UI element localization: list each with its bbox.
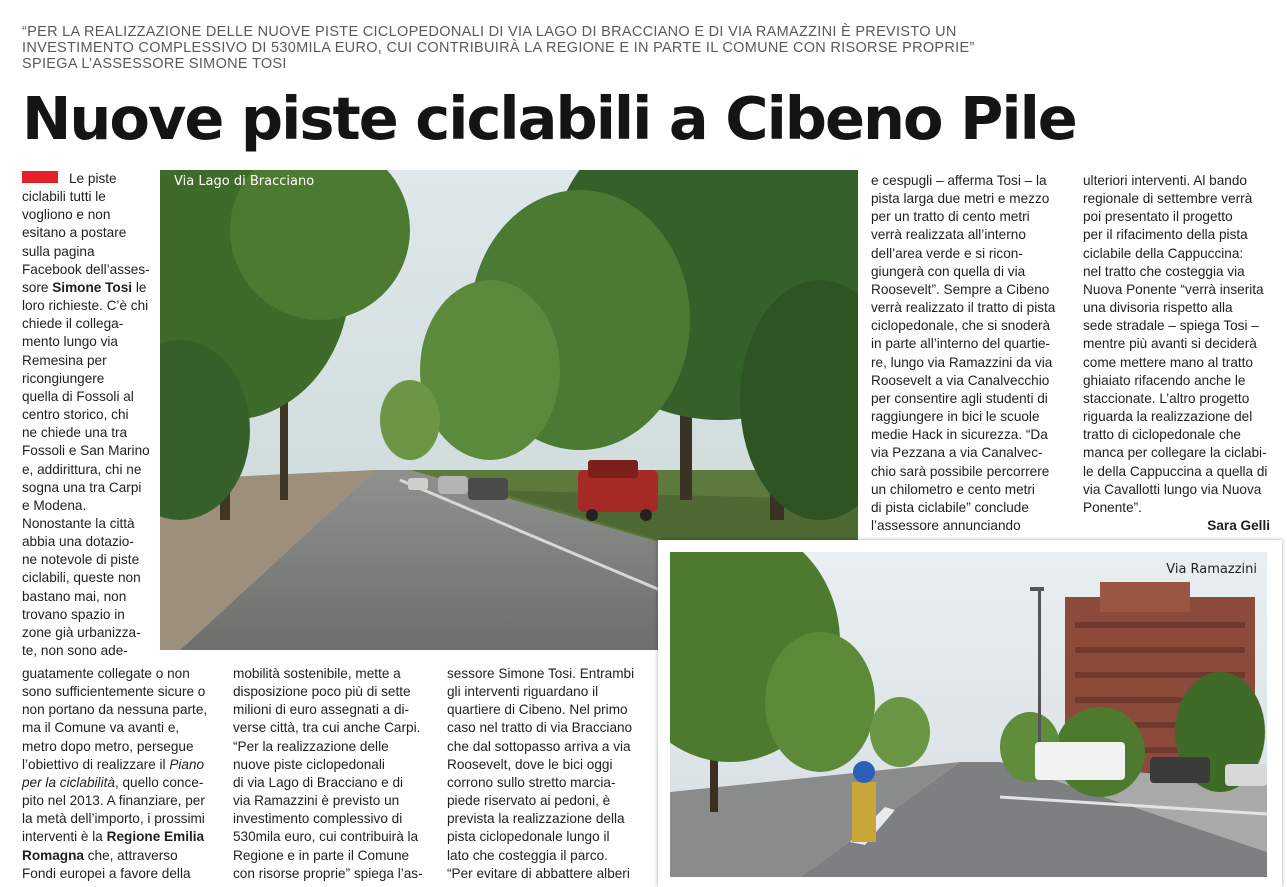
text-line: Ponente”.: [1083, 499, 1142, 515]
text-line: Regione e in parte il Comune: [233, 847, 410, 863]
article-column-1: [22, 170, 154, 660]
text-line: loro richieste. C’è chi: [22, 298, 149, 314]
text-line: corrono sullo stretto marcia-: [447, 774, 616, 790]
text-line: ciclopedonale, che si snoderà: [871, 318, 1051, 334]
photo-via-ramazzini: [670, 552, 1267, 877]
text-line: regionale di settembre verrà: [1083, 191, 1253, 207]
text-line: vogliono e non: [22, 207, 111, 223]
text-line: Roosevelt, dove le bici oggi: [447, 756, 613, 772]
text-line: una divisoria rispetto alla: [1083, 300, 1233, 316]
text-line: medie Hack in sicurezza. “Da: [871, 427, 1048, 443]
text-line: lato che costeggia il parco.: [447, 847, 608, 863]
text-line: pista larga due metri e mezzo: [871, 191, 1050, 207]
text-line: centro storico, chi: [22, 407, 129, 423]
article-column-2: [233, 665, 438, 883]
text-line: Roosevelt”. Sempre a Cibeno: [871, 281, 1050, 297]
text-line: sogna una tra Carpi: [22, 479, 142, 495]
text-line: ciclabili tutti le: [22, 189, 106, 205]
text-line: raggiungere in bici le scuole: [871, 409, 1040, 425]
text-line: l’assessore annunciando: [871, 517, 1021, 533]
text-line: per un tratto di cento metri: [871, 209, 1030, 225]
text-line: giungerà con quella di via: [871, 263, 1026, 279]
text-line: guatamente collegate o non: [22, 666, 190, 681]
text-line: la metà dell’importo, i prossimi: [22, 811, 205, 827]
text-line: Facebook dell’asses-: [22, 261, 150, 277]
text-line: sono sufficientemente sicure o: [22, 684, 206, 700]
text-line: verrà realizzata all’interno: [871, 227, 1026, 243]
text-line: per consentire agli studenti di: [871, 390, 1048, 406]
photo-caption: Via Lago di Bracciano: [174, 174, 315, 189]
text-line: te, non sono ade-: [22, 643, 128, 659]
text-line: ciclabili, queste non: [22, 570, 141, 586]
text-line: gli interventi riguardano il: [447, 684, 599, 700]
kicker-line: SPIEGA L’ASSESSORE SIMONE TOSI: [22, 56, 287, 72]
byline: Sara Gelli: [1207, 517, 1270, 533]
text-line: esitano a postare: [22, 225, 127, 241]
text-line: nel tratto che costeggia via: [1083, 263, 1245, 279]
text-line: di pista ciclabile” conclude: [871, 499, 1029, 515]
text-line: abbia una dotazio-: [22, 534, 134, 550]
text-line: quella di Fossoli al: [22, 388, 134, 404]
photo-caption: Via Ramazzini: [1166, 562, 1257, 577]
article-column-1-continued: [22, 665, 222, 883]
text-line: manca per collegare la ciclabi-: [1083, 445, 1267, 461]
text-line: investimento complessivo di: [233, 811, 403, 827]
text-line: di via Lago di Bracciano e di: [233, 774, 404, 790]
text-line: zone già urbanizza-: [22, 624, 141, 640]
kicker-line: “PER LA REALIZZAZIONE DELLE NUOVE PISTE CICLOPEDONALI DI VIA LAGO DI BRACCIANO E DI VIA RAMAZZINI È PREVISTO UN: [22, 24, 957, 40]
text-line: bastano mai, non: [22, 588, 127, 604]
text-line: quartiere di Cibeno. Nel primo: [447, 702, 628, 718]
text-line: ne chiede una tra: [22, 425, 128, 441]
text-line: re, lungo via Ramazzini da via: [871, 354, 1053, 370]
text-line: pista ciclopedonale lungo il: [447, 829, 610, 845]
article-headline: Nuove piste ciclabili a Cibeno Pile: [22, 84, 1076, 153]
text-line: e, addirittura, chi ne: [22, 461, 142, 477]
text-line: e Modena.: [22, 497, 87, 513]
text-line: Fondi europei a favore della: [22, 865, 191, 881]
text-line: “Per la realizzazione delle: [233, 738, 389, 754]
text-line: mobilità sostenibile, mette a: [233, 666, 401, 681]
text-line: caso nel tratto di via Bracciano: [447, 720, 633, 736]
text-line: Le piste: [22, 170, 154, 188]
text-line: non portano da nessuna parte,: [22, 702, 208, 718]
text-line: interventi è la Regione Emilia: [22, 829, 205, 845]
text-line: che dal sottopasso arriva a via: [447, 738, 631, 754]
text-line: sede stradale – spiega Tosi –: [1083, 318, 1259, 334]
text-line: verse città, tra cui anche Carpi.: [233, 720, 421, 736]
text-line: Roosevelt a via Canalvecchio: [871, 372, 1050, 388]
street-photo-illustration: [670, 552, 1267, 877]
text-line: ghiaiato rifacendo anche le: [1083, 372, 1246, 388]
text-line: poi presentato il progetto: [1083, 209, 1233, 225]
text-line: mento lungo via: [22, 334, 118, 350]
text-line: 530mila euro, cui contribuirà la: [233, 829, 419, 845]
text-line: le della Cappuccina a quella di: [1083, 463, 1268, 479]
kicker-line: INVESTIMENTO COMPLESSIVO DI 530MILA EURO, CUI CONTRIBUIRÀ LA REGIONE E IN PARTE IL COMUNE CON RISORSE PROPRIE”: [22, 40, 975, 56]
text-line: chio sarà possibile percorrere: [871, 463, 1050, 479]
text-line: Remesina per: [22, 352, 107, 368]
text-line: verrà realizzato il tratto di pista: [871, 300, 1056, 316]
text-line: ricongiungere: [22, 370, 105, 386]
text-line: “Per evitare di abbattere alberi: [447, 865, 630, 881]
text-line: Nonostante la città: [22, 515, 135, 531]
text-line: Nuova Ponente “verrà inserita: [1083, 281, 1264, 297]
text-line: sore Simone Tosi le: [22, 279, 147, 295]
text-line: Fossoli e San Marino: [22, 443, 150, 459]
text-line: mentre più avanti si deciderà: [1083, 336, 1257, 352]
text-line: ma il Comune va avanti e,: [22, 720, 180, 736]
text-line: come mettere mano al tratto: [1083, 354, 1253, 370]
text-line: per la ciclabilità, quello conce-: [22, 774, 204, 790]
section-marker: [22, 171, 58, 183]
text-line: tratto di ciclopedonale che: [1083, 427, 1241, 443]
text-line: con risorse proprie” spiega l’as-: [233, 865, 423, 881]
text-line: metro dopo metro, persegue: [22, 738, 194, 754]
text-line: sessore Simone Tosi. Entrambi: [447, 666, 635, 681]
text-line: per il rifacimento della pista: [1083, 227, 1248, 243]
text-line: chiede il collega-: [22, 316, 124, 332]
text-line: sulla pagina: [22, 243, 95, 259]
text-line: un chilometro e cento metri: [871, 481, 1035, 497]
text-line: nuove piste ciclopedonali: [233, 756, 385, 772]
text-line: disposizione poco più di sette: [233, 684, 411, 700]
text-line: e cespugli – afferma Tosi – la: [871, 173, 1047, 188]
text-line: milioni di euro assegnati a di-: [233, 702, 410, 718]
article-column-4: [871, 172, 1071, 535]
text-line: prevista la realizzazione della: [447, 811, 625, 827]
text-line: via Pezzana a via Canalvec-: [871, 445, 1043, 461]
text-line: l’obiettivo di realizzare il Piano: [22, 756, 205, 772]
text-line: ciclabile della Cappuccina:: [1083, 245, 1244, 261]
article-kicker: [22, 24, 1272, 72]
text-line: pito nel 2013. A finanziare, per: [22, 793, 205, 809]
text-line: piede riservato ai pedoni, è: [447, 793, 611, 809]
text-line: dell’area verde e si ricon-: [871, 245, 1023, 261]
text-line: ne notevole di piste: [22, 552, 140, 568]
text-line: via Cavallotti lungo via Nuova: [1083, 481, 1262, 497]
article-column-3: [447, 665, 652, 883]
text-line: Romagna che, attraverso: [22, 847, 178, 863]
text-line: ulteriori interventi. Al bando: [1083, 173, 1247, 188]
text-line: staccionate. L’altro progetto: [1083, 390, 1250, 406]
text-line: via Ramazzini è previsto un: [233, 793, 400, 809]
article-column-5: [1083, 172, 1278, 535]
text-line: riguarda la realizzazione del: [1083, 409, 1253, 425]
text-line: in parte all’interno del quartie-: [871, 336, 1051, 352]
text-line: trovano spazio in: [22, 606, 125, 622]
